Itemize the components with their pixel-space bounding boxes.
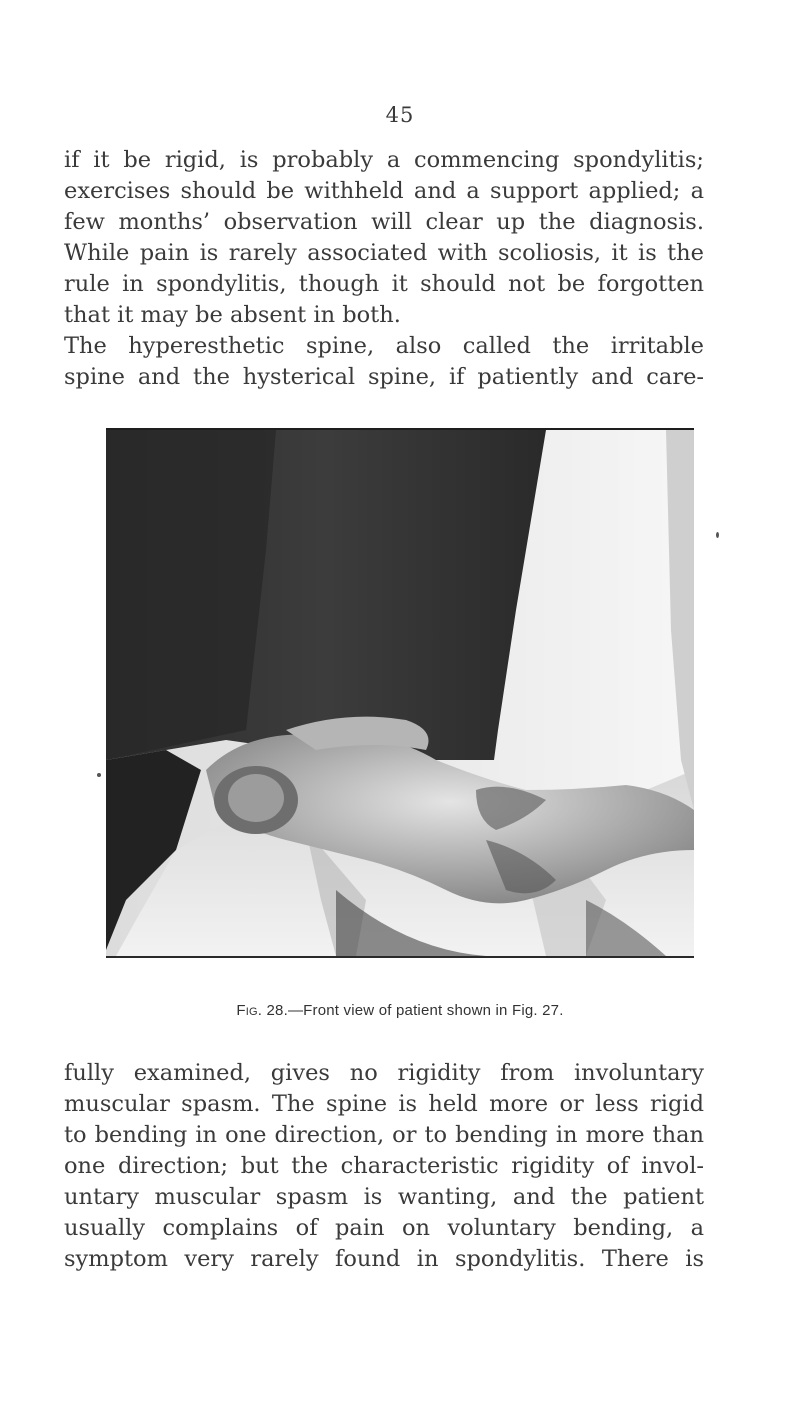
print-speck [716,532,719,538]
text-line: to bending in one direction, or to bending in more than [64,1122,704,1148]
figure-bottom-rule [106,956,694,958]
print-speck [97,773,101,777]
text-line: While pain is rarely associated with scoliosis, it is the [64,240,704,266]
text-line: rule in spondylitis, though it should not be forgotten [64,271,704,297]
page-number: 45 [385,103,415,127]
text-line: few months’ observation will clear up the diagnosis. [64,209,704,235]
bottom-paragraph [64,1058,704,1275]
text-line: fully examined, gives no rigidity from involuntary [64,1060,704,1086]
text-line: usually complains of pain on voluntary bending, a [64,1215,704,1241]
text-line: exercises should be withheld and a support applied; a [64,178,704,204]
text-line: symptom very rarely found in spondylitis. There is [64,1246,704,1272]
text-line: if it be rigid, is probably a commencing spondylitis; [64,147,704,173]
text-line: that it may be absent in both. [64,302,401,328]
figure-caption-text: —Front view of patient shown in Fig. 27. [287,1002,564,1019]
text-line: muscular spasm. The spine is held more or less rigid [64,1091,704,1117]
text-line: untary muscular spasm is wanting, and the patient [64,1184,704,1210]
top-paragraph [64,145,704,393]
figure-label: Fig. 28. [236,1002,288,1019]
figure-caption [0,1002,800,1019]
photograph-image [106,430,694,956]
text-line: one direction; but the characteristic rigidity of invol- [64,1153,704,1179]
text-line: The hyperesthetic spine, also called the irritable [64,333,704,359]
text-line: spine and the hysterical spine, if patiently and care- [64,364,704,390]
patient-photograph [106,430,694,956]
